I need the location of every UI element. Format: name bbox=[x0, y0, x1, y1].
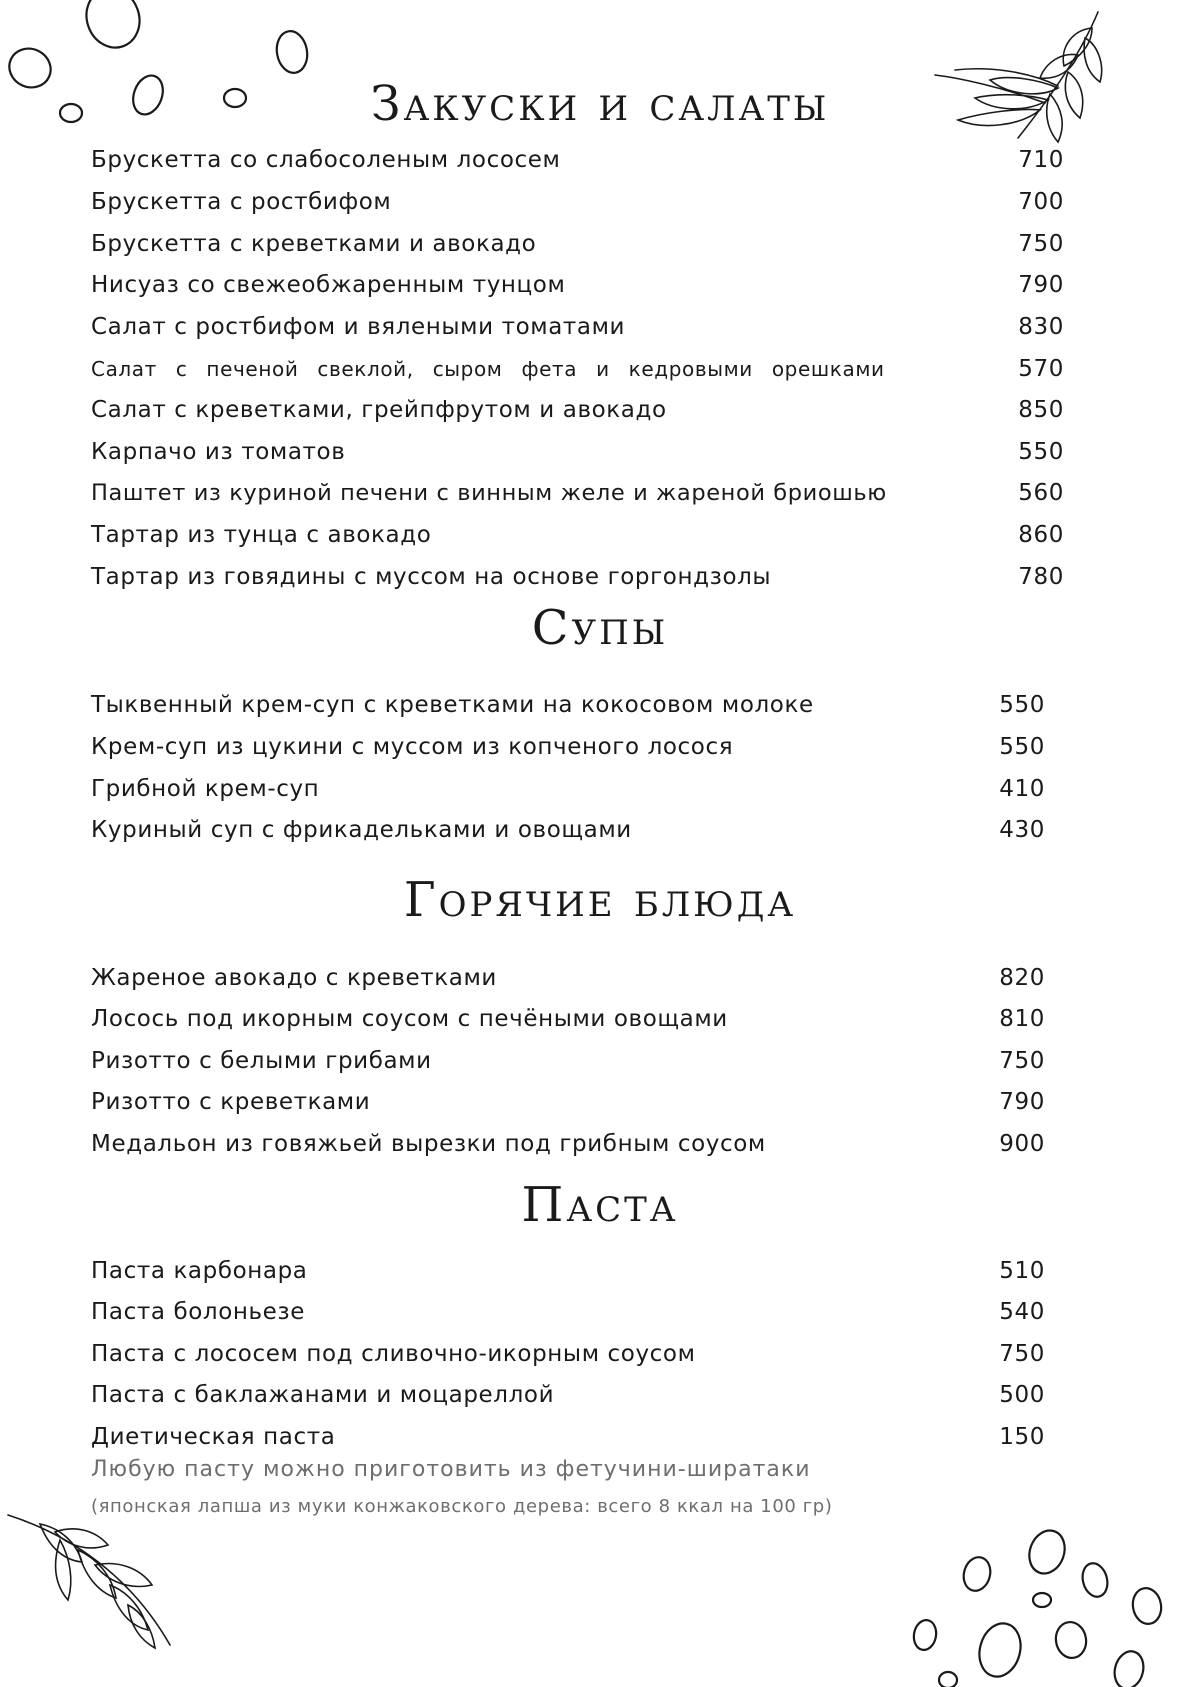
menu-item-name: Лосось под икорным соусом с печёными овощами bbox=[91, 1006, 728, 1032]
menu-item-price: 860 bbox=[1018, 522, 1064, 548]
pasta-note: Любую пасту можно приготовить из фетучини-ширатаки bbox=[91, 1457, 811, 1482]
menu-item-name: Паста с баклажанами и моцареллой bbox=[91, 1382, 555, 1408]
menu-item-name: Крем-суп из цукини с муссом из копченого лосося bbox=[91, 734, 734, 760]
menu-item bbox=[91, 1123, 1064, 1165]
menu-item bbox=[91, 768, 1064, 810]
menu-item-name: Грибной крем-суп bbox=[91, 776, 320, 802]
menu-item-name: Ризотто с креветками bbox=[91, 1089, 371, 1115]
menu-item bbox=[91, 809, 1064, 851]
menu-item bbox=[91, 1040, 1064, 1082]
menu-item-price: 510 bbox=[999, 1258, 1045, 1284]
menu-item-price: 710 bbox=[1018, 147, 1064, 173]
menu-item bbox=[91, 726, 1064, 768]
menu-item-price: 550 bbox=[999, 734, 1045, 760]
leaf-branch-bottom-left-icon bbox=[8, 1515, 170, 1648]
menu-item-name: Тыквенный крем-суп с креветками на кокосовом молоке bbox=[91, 692, 814, 718]
menu-item bbox=[91, 1250, 1064, 1292]
menu-item-price: 540 bbox=[999, 1299, 1045, 1325]
menu-item-price: 500 bbox=[999, 1382, 1045, 1408]
section-title-pasta: Паста bbox=[521, 1177, 679, 1233]
menu-item bbox=[91, 348, 1064, 390]
menu-item-name: Тартар из говядины с муссом на основе горгондзолы bbox=[91, 564, 772, 590]
pasta-note-detail: (японская лапша из муки конжаковского дерева: всего 8 ккал на 100 гр) bbox=[91, 1496, 833, 1517]
menu-item bbox=[91, 431, 1064, 473]
menu-item bbox=[91, 306, 1064, 348]
menu-item-name: Ризотто с белыми грибами bbox=[91, 1048, 432, 1074]
menu-item bbox=[91, 1333, 1064, 1375]
pebbles-bottom-right-icon bbox=[912, 1526, 1164, 1687]
menu-item bbox=[91, 389, 1064, 431]
section-title-appetizers: Закуски и салаты bbox=[370, 76, 830, 132]
menu-item bbox=[91, 1081, 1064, 1123]
menu-item-price: 900 bbox=[999, 1131, 1045, 1157]
menu-item-price: 150 bbox=[999, 1424, 1045, 1450]
menu-item bbox=[91, 1291, 1064, 1333]
menu-item-price: 570 bbox=[1018, 356, 1064, 382]
menu-item-price: 750 bbox=[1018, 231, 1064, 257]
menu-item bbox=[91, 957, 1064, 999]
menu-item-name: Диетическая паста bbox=[91, 1424, 336, 1450]
menu-item-price: 700 bbox=[1018, 189, 1064, 215]
menu-item bbox=[91, 264, 1064, 306]
menu-item bbox=[91, 998, 1064, 1040]
menu-item-name: Брускетта с ростбифом bbox=[91, 189, 392, 215]
menu-item-price: 750 bbox=[999, 1341, 1045, 1367]
menu-item bbox=[91, 556, 1064, 598]
menu-item bbox=[91, 139, 1064, 181]
menu-item bbox=[91, 684, 1064, 726]
menu-item-name: Салат с печеной свеклой, сыром фета и кедровыми орешками bbox=[91, 357, 885, 381]
menu-item-name: Брускетта с креветками и авокадо bbox=[91, 231, 537, 257]
menu-item-name: Салат с креветками, грейпфрутом и авокадо bbox=[91, 397, 667, 423]
menu-item-price: 790 bbox=[999, 1089, 1045, 1115]
menu-item bbox=[91, 472, 1064, 514]
section-title-hot-dishes: Горячие блюда bbox=[403, 872, 797, 928]
menu-item-price: 850 bbox=[1018, 397, 1064, 423]
menu-item bbox=[91, 1416, 1064, 1458]
menu-item-name: Паштет из куриной печени с винным желе и жареной бриошью bbox=[91, 480, 887, 506]
menu-item-name: Тартар из тунца с авокадо bbox=[91, 522, 432, 548]
menu-item-price: 790 bbox=[1018, 272, 1064, 298]
menu-item-price: 550 bbox=[1018, 439, 1064, 465]
menu-item bbox=[91, 1374, 1064, 1416]
menu-item-price: 410 bbox=[999, 776, 1045, 802]
menu-item-price: 430 bbox=[999, 817, 1045, 843]
menu-item-name: Салат с ростбифом и вялеными томатами bbox=[91, 314, 626, 340]
menu-item-price: 830 bbox=[1018, 314, 1064, 340]
menu-item-price: 810 bbox=[999, 1006, 1045, 1032]
menu-item bbox=[91, 223, 1064, 265]
menu-item-name: Нисуаз со свежеобжаренным тунцом bbox=[91, 272, 566, 298]
menu-item-name: Жареное авокадо с креветками bbox=[91, 965, 497, 991]
menu-item-price: 550 bbox=[999, 692, 1045, 718]
menu-item bbox=[91, 181, 1064, 223]
menu-item-name: Карпачо из томатов bbox=[91, 439, 346, 465]
menu-item-price: 750 bbox=[999, 1048, 1045, 1074]
menu-item-price: 820 bbox=[999, 965, 1045, 991]
menu-item-name: Паста болоньезе bbox=[91, 1299, 305, 1325]
menu-item-price: 780 bbox=[1018, 564, 1064, 590]
menu-item-price: 560 bbox=[1018, 480, 1064, 506]
section-title-soups: Супы bbox=[531, 600, 669, 656]
menu-item-name: Паста карбонара bbox=[91, 1258, 308, 1284]
menu-item-name: Медальон из говяжьей вырезки под грибным соусом bbox=[91, 1131, 766, 1157]
menu-item bbox=[91, 514, 1064, 556]
menu-item-name: Брускетта со слабосоленым лососем bbox=[91, 147, 561, 173]
menu-item-name: Паста с лососем под сливочно-икорным соусом bbox=[91, 1341, 696, 1367]
menu-item-name: Куриный суп с фрикадельками и овощами bbox=[91, 817, 632, 843]
